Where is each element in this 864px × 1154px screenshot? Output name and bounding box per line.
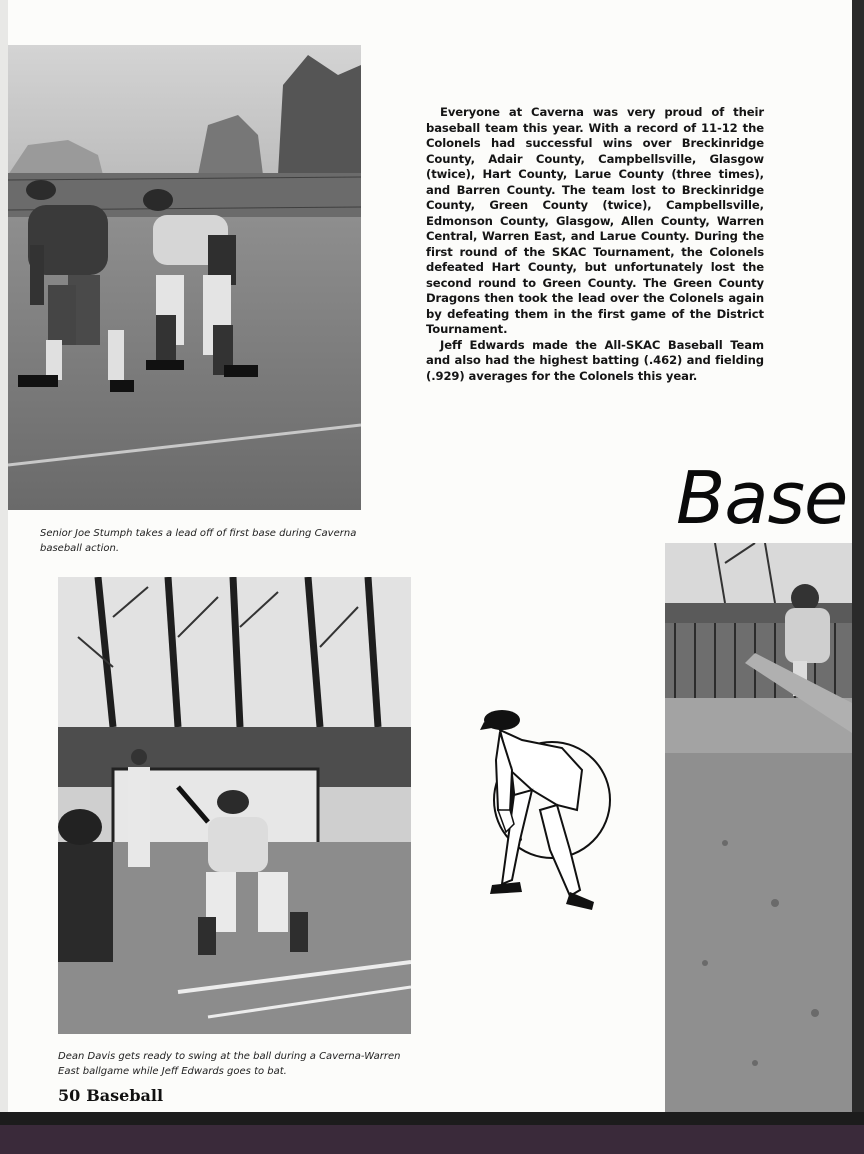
photo-lead-off-first-base [8, 45, 361, 510]
photo-batter-at-plate [58, 577, 411, 1034]
caption-photo-1: Senior Joe Stumph takes a lead off of first base during Caverna baseball action. [40, 528, 357, 554]
section-name: Baseball [86, 1086, 164, 1105]
article-body [426, 105, 764, 384]
page-folio [58, 1086, 169, 1105]
article-paragraph: Everyone at Caverna was very proud of their baseball team this year. With a record of 11-12 the Colonels had successful wins over Breckinridge County, Adair County, Campbellsville, Glasgow (twice), Hart County, Larue County (three times), and Barren County. The team lost to Breckinridge County, Green County (twice), Campbellsville, Edmonson County, Glasgow, Allen County, Warren Central, Warren East, and Larue County. During the first round of the SKAC Tournament, the Colonels defeated Hart County, but unfortunately lost the second round to Green County. The Green County Dragons then took the lead over the Colonels again by defeating them in the first game of the District Tournament. [426, 105, 764, 336]
page-number: 50 [58, 1086, 81, 1105]
page-left-edge [0, 0, 8, 1154]
scanner-bed [0, 1125, 864, 1154]
page-right-edge [852, 0, 864, 1154]
photo-infield-action [665, 543, 852, 1112]
caption-photo-2: Dean Davis gets ready to swing at the ball during a Caverna-Warren East ballgame while Jeff Edwards goes to bat. [58, 1051, 401, 1077]
article-paragraph: Jeff Edwards made the All-SKAC Baseball Team and also had the highest batting (.462) and fielding (.929) averages for the Colonels this year. [426, 337, 764, 383]
headline: Base [676, 456, 848, 540]
fielder-clipart-illustration [462, 700, 612, 918]
